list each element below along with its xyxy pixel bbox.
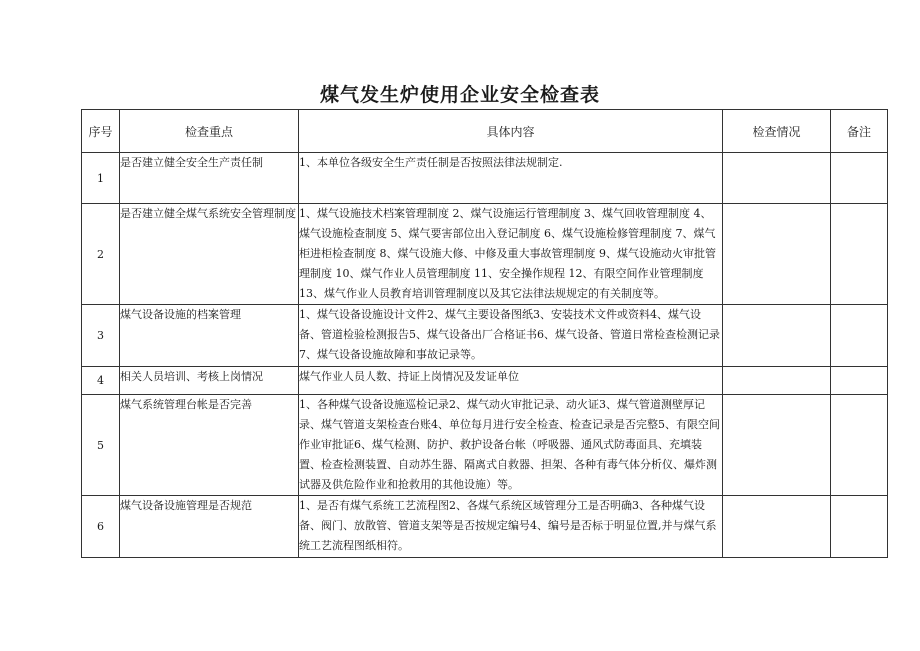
row-status-cell[interactable] xyxy=(723,367,831,395)
table-row xyxy=(82,305,888,367)
row-remark-cell[interactable] xyxy=(831,395,888,496)
row-remark-cell[interactable] xyxy=(831,153,888,204)
row-status-cell[interactable] xyxy=(723,305,831,367)
row-status-cell[interactable] xyxy=(723,204,831,305)
row-key: 是否建立健全煤气系统安全管理制度 xyxy=(120,204,299,305)
document-title: 煤气发生炉使用企业安全检查表 xyxy=(319,84,600,106)
row-key: 煤气系统管理台帐是否完善 xyxy=(120,395,299,496)
row-status-cell[interactable] xyxy=(723,153,831,204)
row-status-cell[interactable] xyxy=(723,395,831,496)
header-content: 具体内容 xyxy=(299,110,723,153)
header-key: 检查重点 xyxy=(120,110,299,153)
row-no: 1 xyxy=(82,153,120,204)
table-row xyxy=(82,496,888,558)
table-row xyxy=(82,367,888,395)
row-content: 1、本单位各级安全生产责任制是否按照法律法规制定. xyxy=(299,153,723,204)
row-key: 是否建立健全安全生产责任制 xyxy=(120,153,299,204)
inspection-table xyxy=(81,109,888,558)
row-no: 5 xyxy=(82,395,120,496)
row-status-cell[interactable] xyxy=(723,496,831,558)
row-no: 2 xyxy=(82,204,120,305)
header-remark: 备注 xyxy=(831,110,888,153)
table-header-row xyxy=(82,110,888,153)
row-key: 煤气设备设施管理是否规范 xyxy=(120,496,299,558)
table-row xyxy=(82,153,888,204)
table-row xyxy=(82,204,888,305)
row-no: 3 xyxy=(82,305,120,367)
row-no: 4 xyxy=(82,367,120,395)
row-content: 煤气作业人员人数、持证上岗情况及发证单位 xyxy=(299,367,723,395)
row-remark-cell[interactable] xyxy=(831,305,888,367)
row-content: 1、各种煤气设备设施巡检记录2、煤气动火审批记录、动火证3、煤气管道测壁厚记录、煤气管道支架检查台账4、单位每月进行安全检查、检查记录是否完整5、有限空间作业审批证6、煤气检测、防护、救护设备台帐（呼吸器、通风式防毒面具、充填装置、检查检测装置、自动苏生器、隔离式自救器、担架、各种有毒气体分析仪、爆炸测试器及供危险作业和抢救用的其他设施）等。 xyxy=(299,395,723,496)
row-key: 煤气设备设施的档案管理 xyxy=(120,305,299,367)
header-no: 序号 xyxy=(82,110,120,153)
header-status: 检查情况 xyxy=(723,110,831,153)
row-no: 6 xyxy=(82,496,120,558)
row-content: 1、煤气设施技术档案管理制度 2、煤气设施运行管理制度 3、煤气回收管理制度 4、煤气设施检查制度 5、煤气要害部位出入登记制度 6、煤气设施检修管理制度 7、煤气柜进柜检查制度 8、煤气设施大修、中修及重大事故管理制度 9、煤气设施动火审批管理制度 10、煤气作业人员管理制度 11、安全操作规程 12、有限空间作业管理制度 13、煤气作业人员教育培训管理制度以及其它法律法规规定的有关制度等。 xyxy=(299,204,723,305)
row-content: 1、煤气设备设施设计文件2、煤气主要设备图纸3、安装技术文件或资料4、煤气设备、管道检验检测报告5、煤气设备出厂合格证书6、煤气设备、管道日常检查检测记录7、煤气设备设施故障和事故记录等。 xyxy=(299,305,723,367)
row-content: 1、是否有煤气系统工艺流程图2、各煤气系统区域管理分工是否明确3、各种煤气设备、阀门、放散管、管道支架等是否按规定编号4、编号是否标于明显位置,并与煤气系统工艺流程图纸相符。 xyxy=(299,496,723,558)
row-remark-cell[interactable] xyxy=(831,204,888,305)
table-row xyxy=(82,395,888,496)
row-remark-cell[interactable] xyxy=(831,496,888,558)
row-key: 相关人员培训、考核上岗情况 xyxy=(120,367,299,395)
row-remark-cell[interactable] xyxy=(831,367,888,395)
